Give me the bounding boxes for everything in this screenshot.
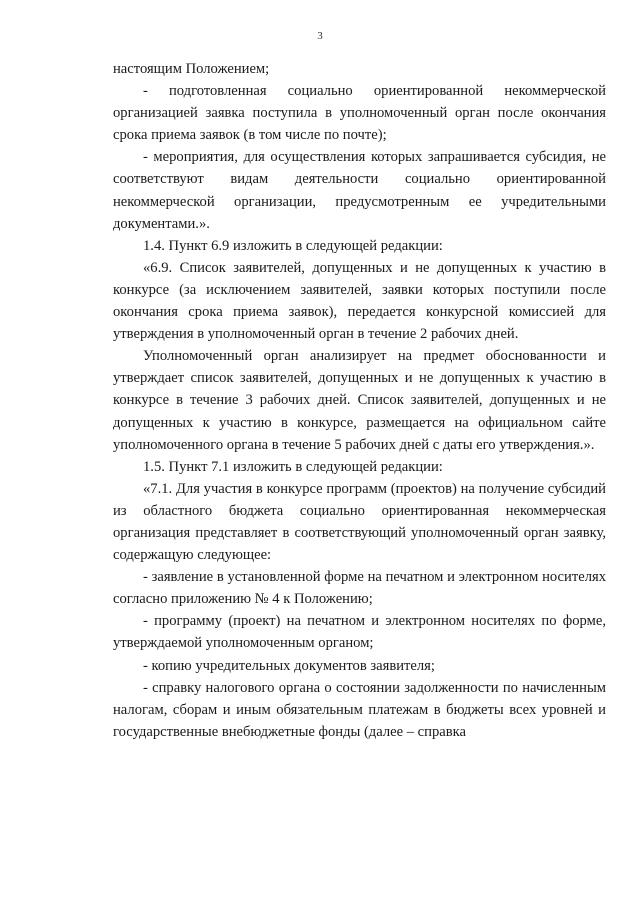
list-item: - мероприятия, для осуществления которых запрашивается субсидия, не соответствуют видам деятельности социально ориентированной некоммерческой организации, предусмотренным ее учредительными документами.». — [113, 149, 606, 232]
paragraph: 1.5. Пункт 7.1 изложить в следующей редакции: — [143, 458, 443, 475]
paragraph: Уполномоченный орган анализирует на предмет обоснованности и утверждает список заявителей, допущенных и не допущенных к участию в конкурсе в течение 3 рабочих дней. Список заявителей, допущенных и не допущенных к участию в конкурсе, размещается на официальном сайте уполномоченного органа в течение 5 рабочих дней с даты его утверждения.». — [113, 348, 606, 453]
page-number: 3 — [317, 30, 323, 42]
list-item: - копию учредительных документов заявителя; — [143, 657, 435, 674]
list-item: - заявление в установленной форме на печатном и электронном носителях согласно приложению № 4 к Положению; — [113, 569, 606, 608]
list-item: - справку налогового органа о состоянии задолженности по начисленным налогам, сборам и иным обязательным платежам в бюджеты всех уровней и государственные внебюджетные фонды (далее – справка — [113, 679, 606, 740]
paragraph: «6.9. Список заявителей, допущенных и не допущенных к участию в конкурсе (за исключением заявителей, заявки которых поступили после окончания срока приема заявок), передается конкурсной комиссией для утверждения в уполномоченный орган в течение 2 рабочих дней. — [113, 259, 606, 343]
paragraph: настоящим Положением; — [113, 61, 270, 77]
list-item: - программу (проект) на печатном и электронном носителях по форме, утверждаемой уполномоченным органом; — [113, 613, 606, 652]
document-body — [113, 58, 606, 743]
list-item: - подготовленная социально ориентированной некоммерческой организацией заявка поступила в уполномоченный орган после окончания срока приема заявок (в том числе по почте); — [113, 83, 606, 144]
paragraph: 1.4. Пункт 6.9 изложить в следующей редакции: — [143, 237, 443, 254]
paragraph: «7.1. Для участия в конкурсе программ (проектов) на получение субсидий из областного бюджета социально ориентированная некоммерческая организация представляет в соответствующий уполномоченный орган заявку, содержащую следующее: — [113, 480, 606, 564]
